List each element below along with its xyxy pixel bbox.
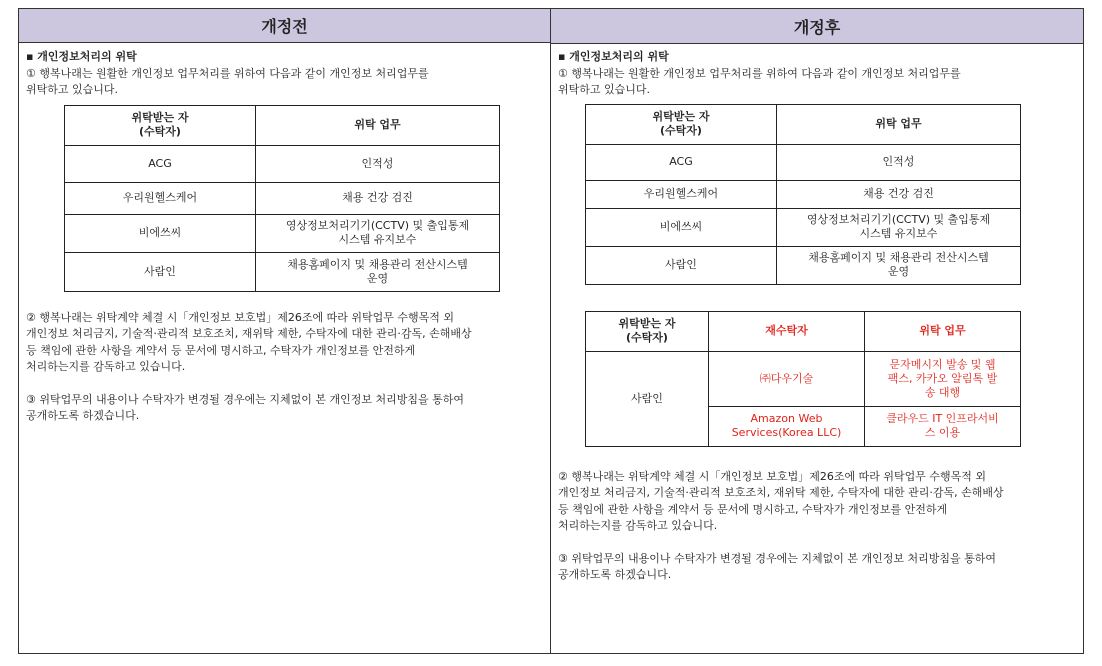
para2-line: 개인정보 처리금지, 기술적·관리적 보호조치, 재위탁 제한, 수탁자에 대한 관리·감독, 손해배상 — [558, 486, 1004, 499]
col-header-contractor — [586, 104, 777, 144]
table-cell-entity: 우리원헬스케어 — [65, 182, 256, 214]
subcontractor-table — [585, 311, 1021, 447]
table-cell-subcontractor — [709, 406, 865, 446]
para1-line1: ① 행복나래는 원활한 개인정보 업무처리를 위하여 다음과 같이 개인정보 처리업무를 — [26, 66, 429, 80]
para2-line: 개인정보 처리금지, 기술적·관리적 보호조치, 재위탁 제한, 수탁자에 대한 관리·감독, 손해배상 — [26, 327, 472, 340]
section-title: ▪ 개인정보처리의 위탁 — [26, 50, 137, 63]
contractor-table — [64, 105, 500, 292]
para3-line: 공개하도록 하겠습니다. — [26, 409, 140, 422]
para1-line2: 위탁하고 있습니다. — [26, 83, 119, 96]
col-header-contractor-line2: (수탁자) — [139, 125, 181, 138]
panel-after — [558, 49, 1078, 584]
col-header-task: 위탁 업무 — [865, 311, 1021, 351]
table-cell-entity: 비에쓰씨 — [65, 214, 256, 252]
header-before: 개정전 — [19, 9, 551, 43]
table-cell-task: 인적성 — [256, 145, 500, 182]
table-cell-task — [777, 246, 1021, 284]
table-cell-entity: 비에쓰씨 — [586, 208, 777, 246]
col-header-subcontractor: 재수탁자 — [709, 311, 865, 351]
para3-line: 공개하도록 하겠습니다. — [558, 568, 672, 581]
table-cell-entity: 사람인 — [586, 246, 777, 284]
col-header-contractor — [65, 105, 256, 145]
table-cell-entity: 사람인 — [65, 252, 256, 291]
task-line: 송 대행 — [924, 385, 961, 399]
table-cell-task: 인적성 — [777, 144, 1021, 180]
task-line: 운영 — [366, 271, 389, 285]
table-cell-task — [256, 214, 500, 252]
task-line: 영상정보처리기기(CCTV) 및 출입통제 — [285, 219, 470, 232]
table-cell-task — [865, 406, 1021, 446]
task-line: 문자메시지 발송 및 웹 — [889, 357, 996, 371]
col-header-task: 위탁 업무 — [256, 105, 500, 145]
table-cell-task: 채용 건강 검진 — [256, 182, 500, 214]
para2-line: ② 행복나래는 위탁계약 체결 시「개인정보 보호법」제26조에 따라 위탁업무 수행목적 외 — [558, 469, 986, 483]
table-cell-entity: 우리원헬스케어 — [586, 180, 777, 208]
section-title: ▪ 개인정보처리의 위탁 — [558, 50, 669, 63]
panel-before — [26, 49, 542, 425]
para2-line: 처리하는지를 감독하고 있습니다. — [26, 360, 186, 373]
col-header-contractor — [586, 311, 709, 351]
column-divider — [550, 9, 551, 653]
table-cell-entity: ACG — [586, 144, 777, 180]
para2-line: 처리하는지를 감독하고 있습니다. — [558, 519, 718, 532]
table-cell-entity: 사람인 — [586, 351, 709, 446]
table-cell-task — [777, 208, 1021, 246]
para3-line: ③ 위탁업무의 내용이나 수탁자가 변경될 경우에는 지체없이 본 개인정보 처리방침을 통하여 — [558, 551, 996, 565]
col-header-task: 위탁 업무 — [777, 104, 1021, 144]
para2-line: 등 책임에 관한 사항을 계약서 등 문서에 명시하고, 수탁자가 개인정보를 안전하게 — [558, 502, 948, 516]
task-line: 스 이용 — [924, 426, 961, 439]
table-cell-task — [256, 252, 500, 291]
subcontractor-line: Services(Korea LLC) — [731, 426, 842, 439]
table-cell-entity: ACG — [65, 145, 256, 182]
contractor-table — [585, 104, 1021, 285]
task-line: 채용홈페이지 및 채용관리 전산시스템 — [808, 251, 989, 264]
para3-line: ③ 위탁업무의 내용이나 수탁자가 변경될 경우에는 지체없이 본 개인정보 처리방침을 통하여 — [26, 392, 464, 406]
col-header-contractor-line1: 위탁받는 자 — [652, 110, 710, 123]
task-line: 클라우드 IT 인프라서비 — [886, 412, 999, 425]
task-line: 시스템 유지보수 — [338, 233, 417, 246]
table-cell-task — [865, 351, 1021, 406]
para2-line: 등 책임에 관한 사항을 계약서 등 문서에 명시하고, 수탁자가 개인정보를 안전하게 — [26, 343, 416, 357]
table-cell-subcontractor: ㈜다우기술 — [709, 351, 865, 406]
task-line: 시스템 유지보수 — [859, 227, 938, 240]
table-cell-task: 채용 건강 검진 — [777, 180, 1021, 208]
para1-line1: ① 행복나래는 원활한 개인정보 업무처리를 위하여 다음과 같이 개인정보 처리업무를 — [558, 66, 961, 80]
task-line: 운영 — [887, 265, 910, 278]
para1-line2: 위탁하고 있습니다. — [558, 83, 651, 96]
task-line: 채용홈페이지 및 채용관리 전산시스템 — [287, 257, 468, 271]
col-header-contractor-line2: (수탁자) — [626, 331, 668, 344]
col-header-contractor-line2: (수탁자) — [660, 124, 702, 137]
col-header-contractor-line1: 위탁받는 자 — [618, 317, 676, 330]
subcontractor-line: Amazon Web — [750, 412, 823, 425]
para2-line: ② 행복나래는 위탁계약 체결 시「개인정보 보호법」제26조에 따라 위탁업무 수행목적 외 — [26, 310, 454, 324]
task-line: 영상정보처리기기(CCTV) 및 출입통제 — [806, 213, 991, 226]
col-header-contractor-line1: 위탁받는 자 — [131, 111, 189, 124]
task-line: 팩스, 카카오 알림톡 발 — [887, 371, 998, 385]
revision-comparison-table — [18, 8, 1084, 654]
header-after: 개정후 — [551, 9, 1083, 44]
